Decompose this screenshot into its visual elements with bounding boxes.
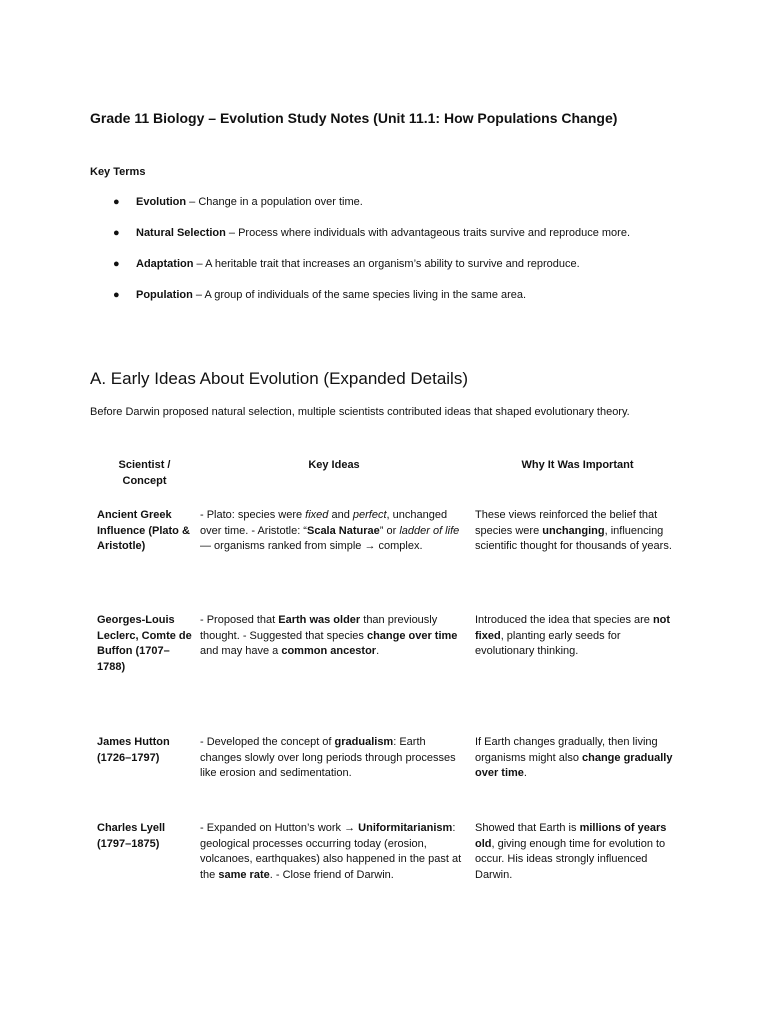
- importance-cell: If Earth changes gradually, then living organisms might also change gradually over time.: [475, 736, 673, 779]
- key-term-name: Natural Selection: [136, 227, 226, 239]
- bullet-icon: ●: [113, 227, 120, 239]
- key-ideas-cell: - Proposed that Earth was older than previously thought. - Suggested that species change over time and may have a common ancestor.: [200, 614, 458, 657]
- importance-cell: Showed that Earth is millions of years old, giving enough time for evolution to occur. His ideas strongly influenced Darwin.: [475, 822, 667, 881]
- key-term-name: Adaptation: [136, 258, 194, 270]
- column-header-scientist: Scientist / Concept: [118, 459, 171, 487]
- bullet-icon: ●: [113, 289, 120, 301]
- key-term-name: Evolution: [136, 196, 187, 208]
- key-term-definition: – A group of individuals of the same species living in the same area.: [192, 289, 527, 301]
- column-header-importance: Why It Was Important: [521, 459, 634, 471]
- key-ideas-cell: - Plato: species were fixed and perfect, unchanged over time. - Aristotle: “Scala Naturae” or ladder of life — organisms ranked from simple → complex.: [200, 509, 460, 552]
- importance-cell: These views reinforced the belief that species were unchanging, influencing scientific thought for thousands of years.: [475, 509, 672, 552]
- bullet-icon: ●: [113, 196, 120, 208]
- scientist-cell: Charles Lyell (1797–1875): [97, 822, 166, 850]
- key-term-definition: – A heritable trait that increases an organism’s ability to survive and reproduce.: [193, 258, 580, 270]
- section-a-intro: Before Darwin proposed natural selection, multiple scientists contributed ideas that shaped evolutionary theory.: [90, 406, 630, 418]
- key-ideas-cell: - Expanded on Hutton’s work → Uniformitarianism: geological processes occurring today (erosion, volcanoes, earthquakes) also happened in the past at the same rate. - Close friend of Darwin.: [200, 822, 462, 881]
- scientist-cell: Ancient Greek Influence (Plato & Aristotle): [97, 509, 190, 552]
- bullet-icon: ●: [113, 258, 120, 270]
- key-term-definition: – Change in a population over time.: [186, 196, 363, 208]
- column-header-key-ideas: Key Ideas: [308, 459, 360, 471]
- importance-cell: Introduced the idea that species are not fixed, planting early seeds for evolutionary thinking.: [475, 614, 671, 657]
- scientist-cell: James Hutton (1726–1797): [97, 736, 170, 764]
- key-terms-heading: Key Terms: [90, 166, 146, 178]
- section-a-heading: A. Early Ideas About Evolution (Expanded Details): [90, 369, 468, 388]
- scientist-cell: Georges-Louis Leclerc, Comte de Buffon (1707–1788): [97, 614, 192, 673]
- key-term-name: Population: [136, 289, 193, 301]
- page-title: Grade 11 Biology – Evolution Study Notes (Unit 11.1: How Populations Change): [90, 110, 618, 126]
- key-term-definition: – Process where individuals with advantageous traits survive and reproduce more.: [225, 227, 631, 239]
- key-ideas-cell: - Developed the concept of gradualism: Earth changes slowly over long periods through processes like erosion and sedimentation.: [200, 736, 456, 779]
